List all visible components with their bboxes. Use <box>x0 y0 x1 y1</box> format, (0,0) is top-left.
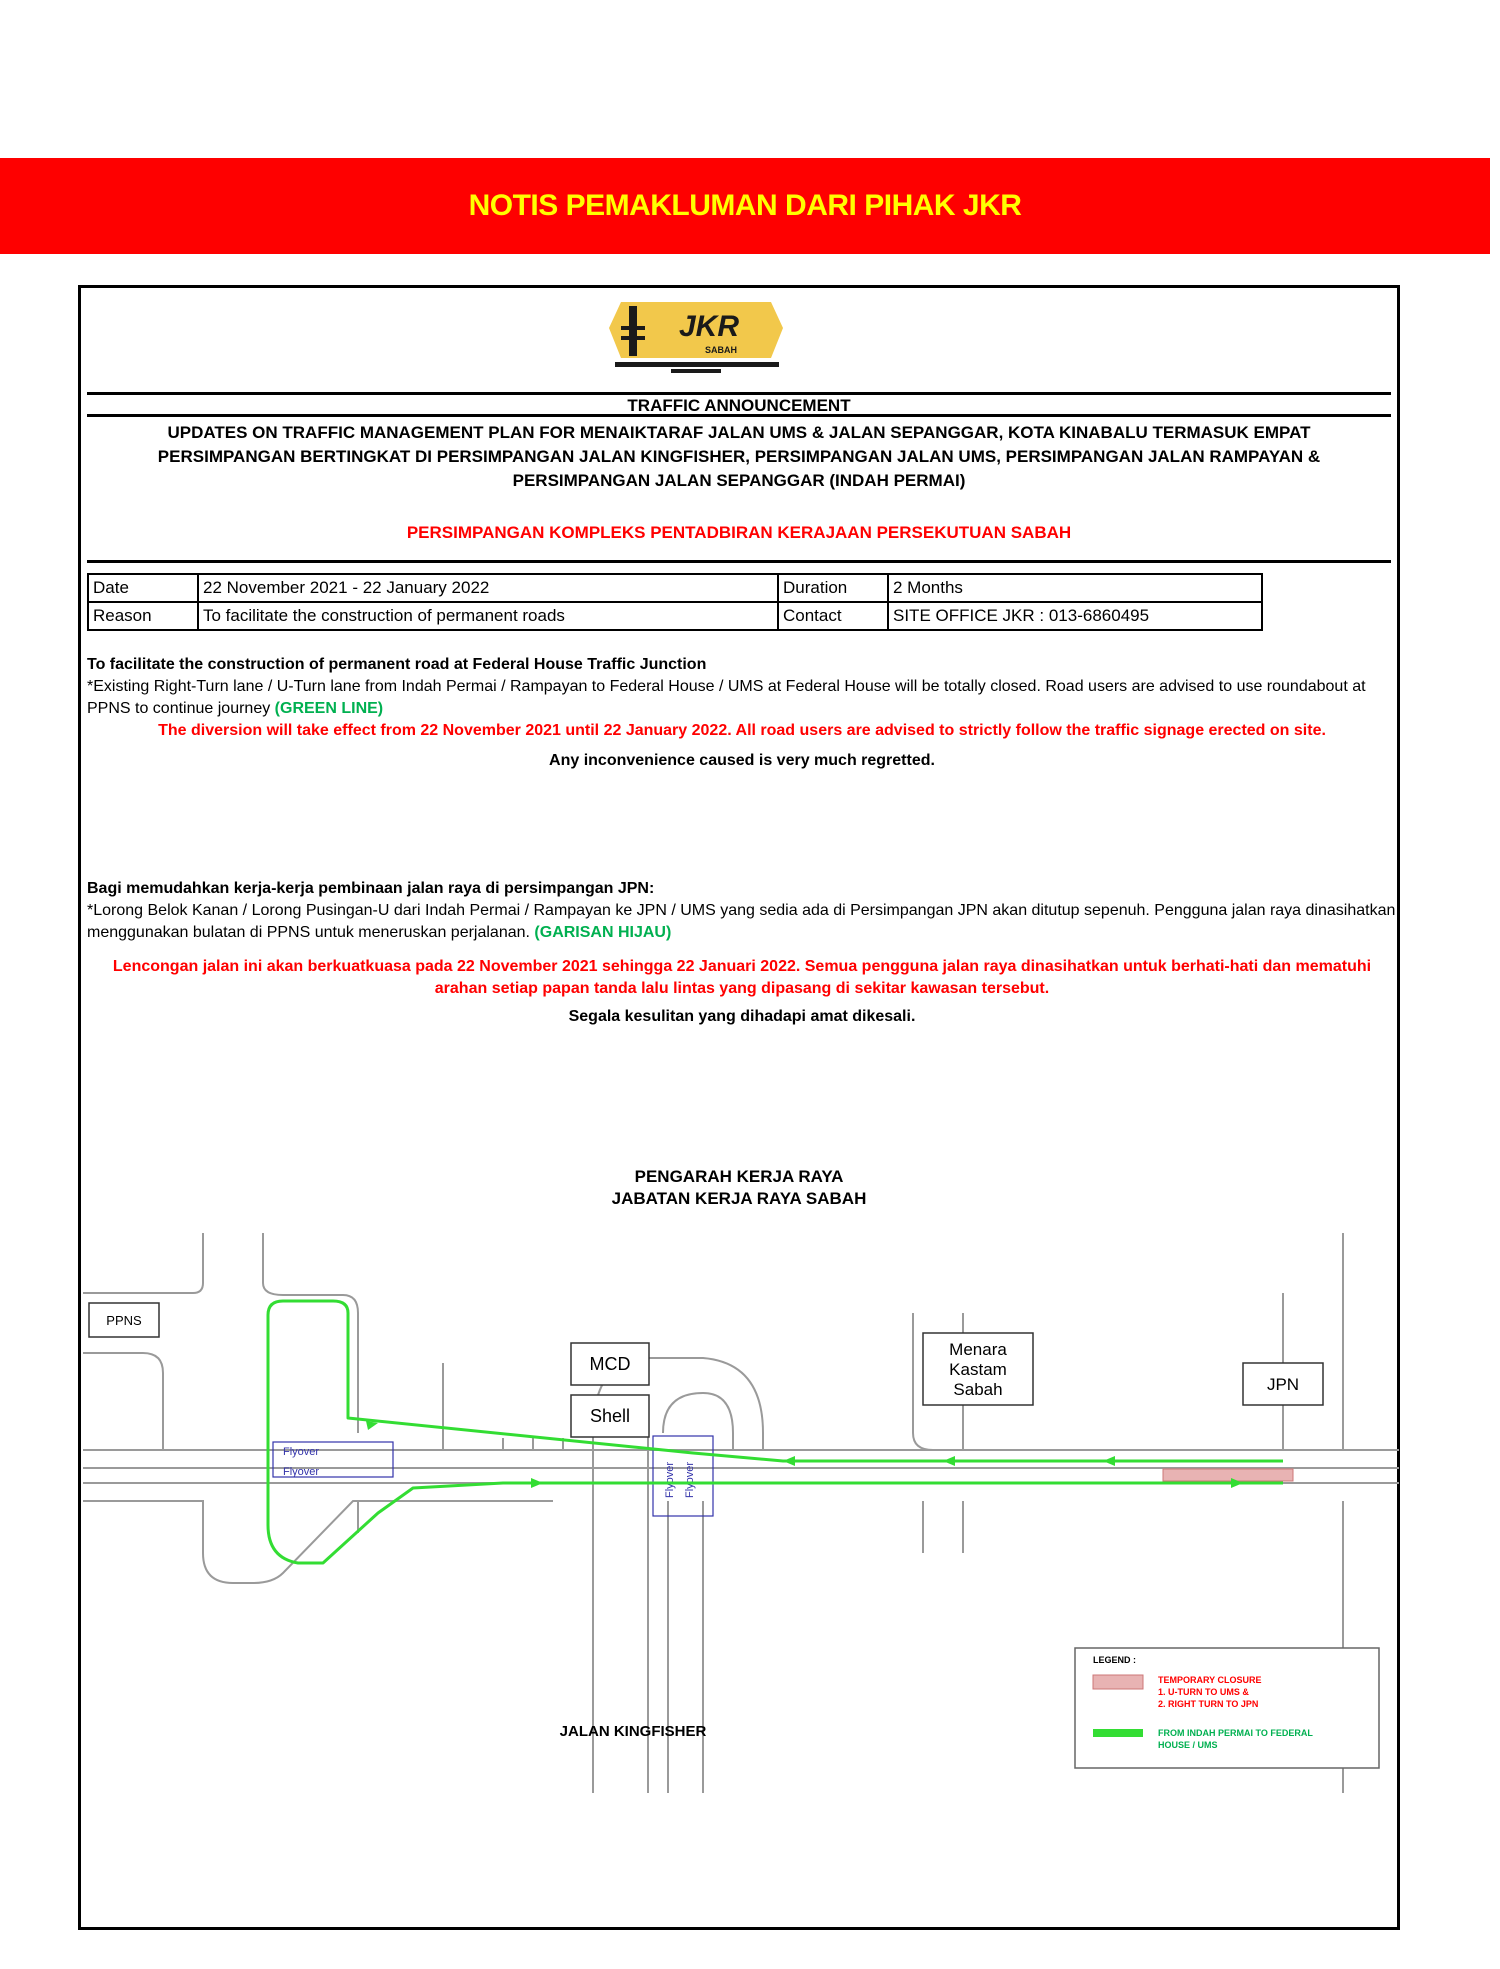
header-rule <box>87 392 1391 395</box>
legend-closure: TEMPORARY CLOSURE <box>1158 1675 1262 1685</box>
jkr-logo <box>601 298 791 384</box>
english-section <box>87 654 1397 772</box>
announcement-subject: UPDATES ON TRAFFIC MANAGEMENT PLAN FOR MENAIKTARAF JALAN UMS & JALAN SEPANGGAR, KOTA KINABALU TERMASUK EMPAT PERSIMPANGAN BERTINGKAT DI PERSIMPANGAN JALAN KINGFISHER, PERSIMPANGAN JALAN UMS, PERSIMPANGAN JALAN RAMPAYAN & PERSIMPANGAN JALAN SEPANGGAR (INDAH PERMAI) <box>157 423 1321 490</box>
menara-label: Menara <box>949 1340 1007 1359</box>
green-line-label: (GARISAN HIJAU) <box>534 924 672 941</box>
signature-title: PENGARAH KERJA RAYA <box>634 1167 844 1186</box>
english-heading: To facilitate the construction of permanent road at Federal House Traffic Junction <box>87 656 707 673</box>
legend-green-2: HOUSE / UMS <box>1158 1740 1218 1750</box>
date-value: 22 November 2021 - 22 January 2022 <box>198 574 778 602</box>
date-label: Date <box>88 574 198 602</box>
legend-green-1: FROM INDAH PERMAI TO FEDERAL <box>1158 1728 1313 1738</box>
flyover-label: Flyover <box>684 1461 696 1498</box>
malay-warning: Lencongan jalan ini akan berkuatkuasa pada 22 November 2021 sehingga 22 Januari 2022. Semua pengguna jalan raya dinasihatkan untuk berhati-hati dan mematuhi arahan setiap papan tanda lalu lintas yang dipasang di sekitar kawasan tersebut. <box>112 958 1372 997</box>
jpn-label: JPN <box>1266 1375 1300 1394</box>
english-warning: The diversion will take effect from 22 November 2021 until 22 January 2022. All road users are advised to strictly follow the traffic signage erected on site. <box>158 722 1326 739</box>
flyover-label: Flyover <box>283 1466 320 1478</box>
kastam-label: Kastam <box>949 1360 1007 1379</box>
traffic-diversion-map <box>83 1233 1399 1793</box>
header-rule <box>87 560 1391 563</box>
contact-value: SITE OFFICE JKR : 013-6860495 <box>888 602 1262 630</box>
malay-section <box>87 878 1397 1028</box>
flyover-label: Flyover <box>664 1461 676 1498</box>
sabah-label: Sabah <box>953 1380 1003 1399</box>
contact-label: Contact <box>778 602 888 630</box>
junction-title: PERSIMPANGAN KOMPLEKS PENTADBIRAN KERAJAAN PERSEKUTUAN SABAH <box>406 523 1072 542</box>
malay-regret: Segala kesulitan yang dihadapi amat dikesali. <box>568 1008 916 1025</box>
legend-closure-2: 2. RIGHT TURN TO JPN <box>1158 1699 1259 1709</box>
announcement-title: TRAFFIC ANNOUNCEMENT <box>627 396 851 415</box>
logo-subtext: SABAH <box>704 345 738 355</box>
temporary-closure <box>1163 1469 1293 1481</box>
english-regret: Any inconvenience caused is very much regretted. <box>549 752 935 769</box>
logo-text: JKR <box>678 310 740 343</box>
ppns-label: PPNS <box>106 1313 142 1328</box>
table-row <box>88 602 1262 630</box>
malay-heading: Bagi memudahkan kerja-kerja pembinaan jalan raya di persimpangan JPN: <box>87 880 655 897</box>
legend-closure-1: 1. U-TURN TO UMS & <box>1158 1687 1249 1697</box>
announcement-document <box>78 285 1400 1930</box>
reason-value: To facilitate the construction of permanent roads <box>198 602 778 630</box>
jalan-kingfisher-label: JALAN KINGFISHER <box>559 1723 707 1740</box>
info-table <box>87 573 1263 631</box>
banner-title: NOTIS PEMAKLUMAN DARI PIHAK JKR <box>468 189 1022 222</box>
table-row <box>88 574 1262 602</box>
mcd-label: MCD <box>589 1354 631 1374</box>
map-legend <box>1075 1648 1379 1768</box>
notice-banner <box>0 158 1490 254</box>
reason-label: Reason <box>88 602 198 630</box>
legend-title: LEGEND : <box>1093 1655 1137 1665</box>
shell-label: Shell <box>589 1406 631 1426</box>
english-body: *Existing Right-Turn lane / U-Turn lane from Indah Permai / Rampayan to Federal House / UMS at Federal House will be totally closed. Road users are advised to use roundabout at PPNS to continue journey (GREEN LINE) <box>87 678 1366 717</box>
duration-value: 2 Months <box>888 574 1262 602</box>
duration-label: Duration <box>778 574 888 602</box>
malay-body: *Lorong Belok Kanan / Lorong Pusingan-U dari Indah Permai / Rampayan ke JPN / UMS yang sedia ada di Persimpangan JPN akan ditutup sepenuh. Pengguna jalan raya dinasihatkan menggunakan bulatan di PPNS untuk meneruskan perjalanan. (GARISAN HIJAU) <box>87 902 1396 941</box>
signature-department: JABATAN KERJA RAYA SABAH <box>611 1189 867 1208</box>
flyover-label: Flyover <box>283 1446 320 1458</box>
signature-block <box>81 1166 1397 1210</box>
green-line-label: (GREEN LINE) <box>274 700 384 717</box>
